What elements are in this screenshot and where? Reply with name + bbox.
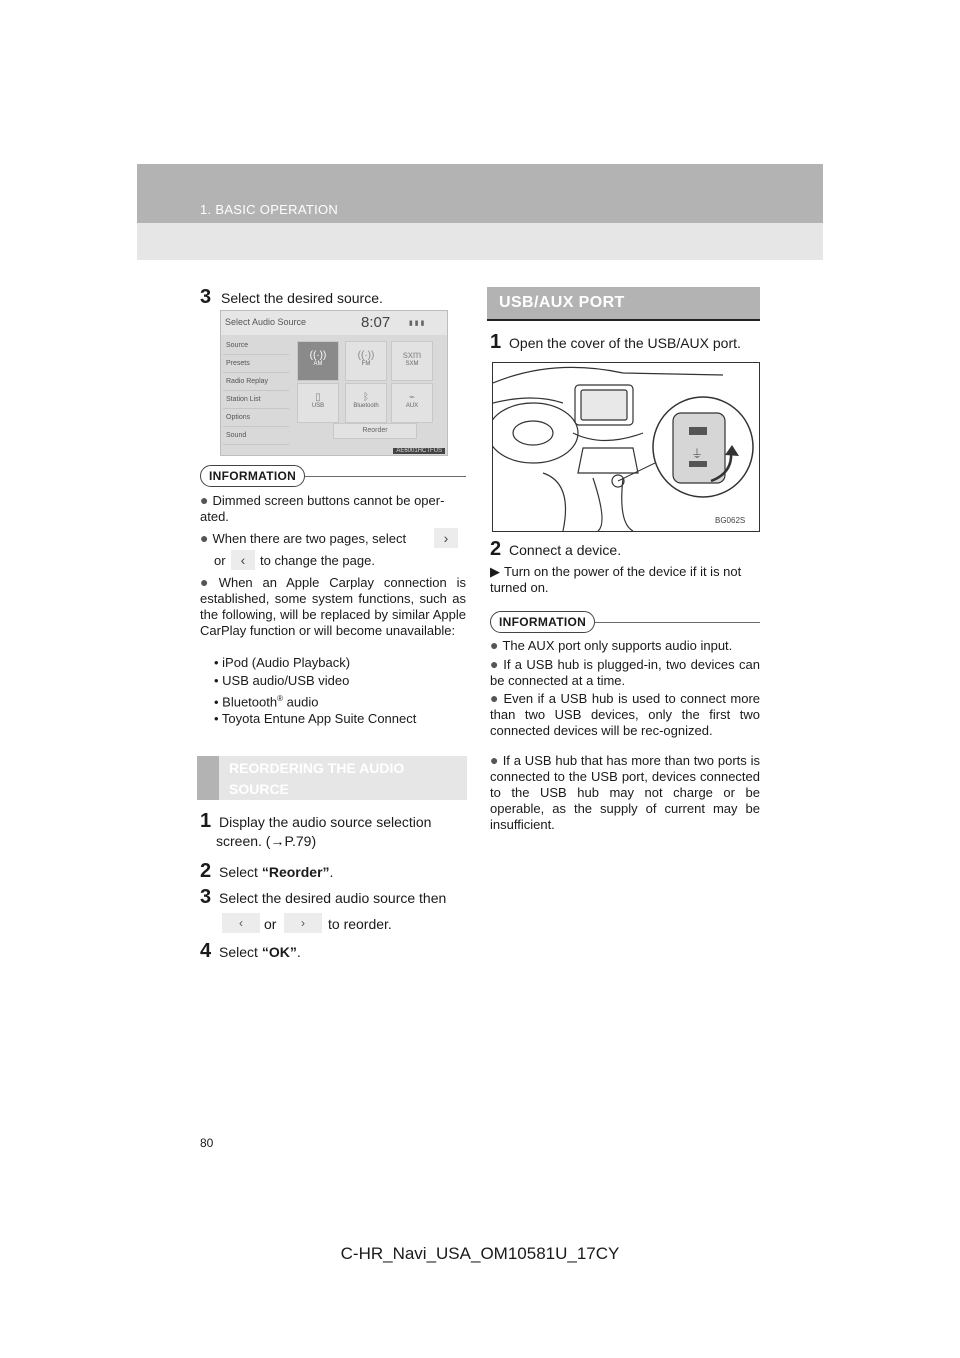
reordering-section-header — [197, 756, 467, 800]
section-accent-bar — [197, 756, 219, 800]
screen-menu — [223, 337, 289, 445]
usb-aux-section-header — [487, 287, 760, 321]
list-item: • USB audio/USB video — [214, 673, 350, 688]
menu-item-options: Options — [223, 409, 289, 427]
section-title: USB/AUX PORT — [499, 294, 625, 311]
screen-clock: 8:07 — [361, 314, 391, 331]
section-label: 1. BASIC OPERATION — [200, 202, 339, 217]
information-badge: INFORMATION — [200, 465, 305, 487]
antenna-icon: ((·)) — [357, 350, 375, 361]
menu-item-sound: Sound — [223, 427, 289, 445]
info-bullet-3: ● When an Apple Carplay connection is established, some system functions, such as the following, will be replaced by similar Apple CarPlay function or will become unavailable: — [200, 574, 466, 638]
check-note: ▶ Turn on the power of the device if it is not turned on. — [490, 564, 742, 595]
step-connect-device: 2 Connect a device. — [490, 538, 622, 560]
step-3-select-audio: 3 Select the desired audio source then — [200, 886, 447, 908]
menu-item-station-list: Station List — [223, 391, 289, 409]
sxm-logo-icon: sxm — [402, 350, 422, 361]
bullet-icon: ● — [490, 656, 500, 672]
step-3-or: or — [264, 916, 277, 932]
screen-reorder-button: Reorder — [333, 423, 417, 439]
antenna-icon: ((·)) — [309, 350, 327, 361]
info-bullet-1: ● Dimmed screen buttons cannot be oper- ated. — [200, 492, 445, 524]
check-arrow-icon: ▶ — [490, 564, 500, 579]
tile-sxm: sxm SXM — [391, 341, 433, 381]
bullet-icon: ● — [490, 752, 499, 768]
step-3-cont: to reorder. — [328, 916, 392, 932]
usb-port-figure — [492, 362, 760, 532]
info-bullet-1: ● The AUX port only supports audio input. — [490, 637, 733, 653]
tile-usb: ▯ USB — [297, 383, 339, 423]
page-number: 80 — [200, 1136, 214, 1150]
bullet-icon: ● — [200, 530, 209, 546]
info-bullet-2: ● If a USB hub is plugged-in, two devices can be connected at a time. — [490, 656, 760, 688]
info-bullet-2-end: to change the page. — [260, 553, 375, 568]
menu-item-presets: Presets — [223, 355, 289, 373]
usb-icon: ▯ — [315, 392, 321, 403]
bullet-icon: ● — [490, 690, 500, 706]
step-number: 3 — [200, 286, 212, 308]
tile-aux: ⌁ AUX — [391, 383, 433, 423]
status-icons: ▮ ▮ ▮ — [409, 320, 425, 327]
document-code: C-HR_Navi_USA_OM10581U_17CY — [340, 1244, 620, 1263]
list-item: • Toyota Entune App Suite Connect — [214, 711, 417, 726]
info-bullet-4: ● If a USB hub that has more than two ports is connected to the USB port, devices connected to the USB hub may not charge or be operable, as the supply of current may be insufficient. — [490, 752, 760, 832]
step-select-source — [200, 286, 383, 309]
audio-source-screenshot — [220, 310, 448, 456]
step-1-display: 1 Display the audio source selection — [200, 810, 432, 832]
step-4-select-ok: 4 Select “OK”. — [200, 940, 301, 962]
tile-bluetooth: ᛒ Bluetooth — [345, 383, 387, 423]
previous-page-icon: ‹ — [231, 550, 255, 570]
list-item: • iPod (Audio Playback) — [214, 655, 351, 670]
figure-code: BG062S — [715, 516, 746, 525]
next-page-icon: › — [434, 528, 458, 548]
screen-title-bar — [221, 311, 447, 335]
menu-item-source: Source — [223, 337, 289, 355]
figure-code: AE6001HCTFUS — [393, 448, 445, 454]
step-open-cover: 1 Open the cover of the USB/AUX port. — [490, 331, 741, 353]
section-title: REORDERING THE AUDIO SOURCE — [229, 760, 405, 797]
screen-title: Select Audio Source — [225, 317, 307, 327]
information-badge: INFORMATION — [490, 611, 595, 633]
bluetooth-icon: ᛒ — [363, 392, 369, 403]
move-up-icon: ‹ — [222, 913, 260, 933]
aux-icon: ⌁ — [408, 392, 416, 403]
step-2-select-reorder: 2 Select “Reorder”. — [200, 860, 334, 882]
move-down-icon: › — [284, 913, 322, 933]
svg-text:⏚: ⏚ — [691, 447, 704, 461]
step-1-cont: screen. (→P.79) — [216, 833, 317, 849]
step-text: Select the desired source. — [221, 290, 383, 306]
bullet-icon: ● — [200, 492, 209, 508]
tile-am: ((·)) AM — [297, 341, 339, 381]
info-bullet-3: ● Even if a USB hub is used to connect more than two USB devices, only the first two connected devices will be rec-ognized. — [490, 690, 760, 738]
list-item: • Bluetooth® audio — [214, 694, 319, 710]
bullet-icon: ● — [490, 637, 499, 653]
bullet-icon: ● — [200, 574, 215, 590]
info-bullet-2-cont: or — [214, 553, 226, 568]
menu-item-radio-replay: Radio Replay — [223, 373, 289, 391]
car-interior-illustration — [493, 363, 759, 531]
tile-fm: ((·)) FM — [345, 341, 387, 381]
info-bullet-2: ● When there are two pages, select — [200, 530, 407, 546]
